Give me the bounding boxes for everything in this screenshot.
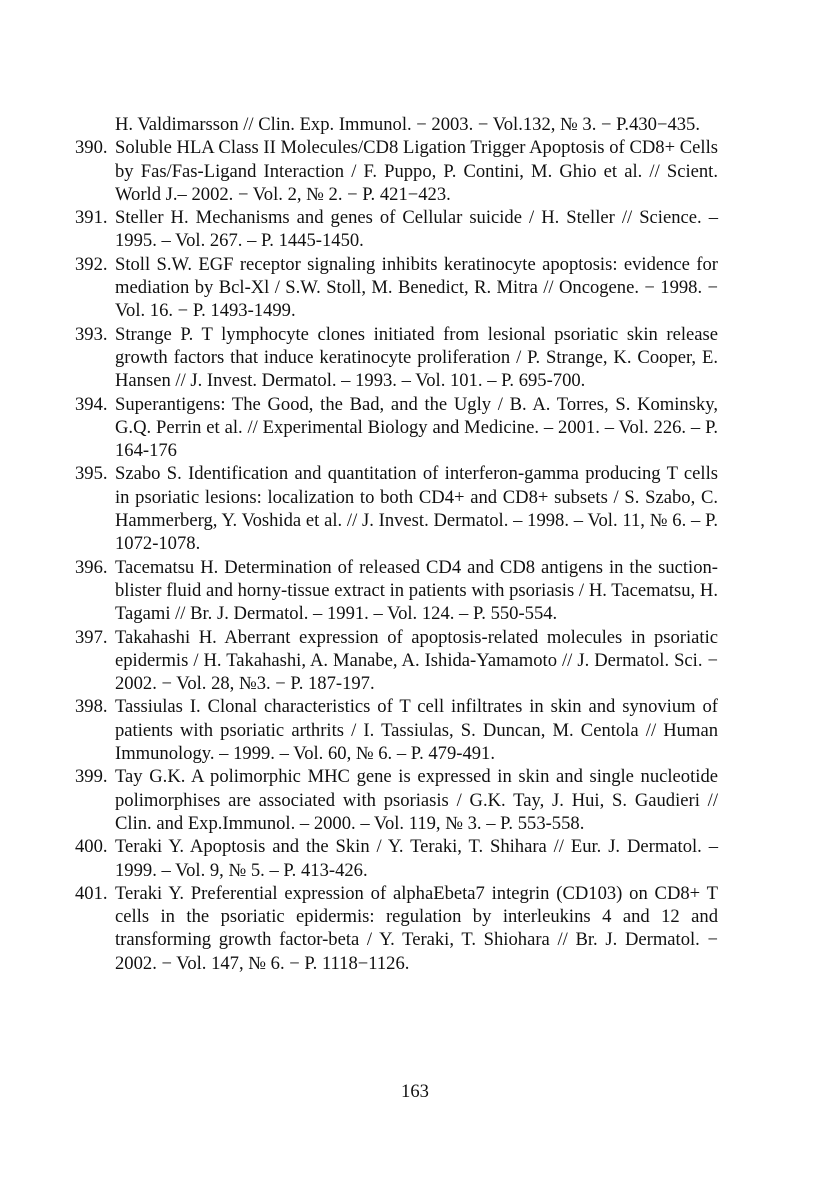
reference-text: Strange P. T lymphocyte clones initiated from lesional psoriatic skin release growth factors that induce keratinocyte proliferation / P. Strange, K. Cooper, E. Hansen // J. Invest. Dermatol. – 1993. – Vol. 101. – P. 695-700. [115, 323, 718, 392]
reference-item [75, 765, 718, 835]
reference-number: 391. [75, 207, 108, 229]
reference-item [75, 253, 718, 323]
reference-text: Stoll S.W. EGF receptor signaling inhibits keratinocyte apoptosis: evidence for mediation by Bcl-Xl / S.W. Stoll, M. Benedict, R. Mitra // Oncogene. − 1998. − Vol. 16. − P. 1493-1499. [115, 253, 718, 322]
reference-item [75, 695, 718, 765]
reference-number: 396. [75, 556, 108, 578]
reference-number: 399. [75, 766, 108, 788]
reference-item [75, 393, 718, 463]
reference-number: 393. [75, 323, 108, 345]
reference-item [75, 323, 718, 393]
reference-text: Szabo S. Identification and quantitation of interferon-gamma producing T cells in psoriatic lesions: localization to both CD4+ and CD8+ subsets / S. Szabo, C. Hammerberg, Y. Voshida et al. // J. Invest. Dermatol. – 1998. – Vol. 11, № 6. – P. 1072-1078. [115, 463, 718, 555]
reference-number: 398. [75, 696, 108, 718]
reference-number: 400. [75, 836, 108, 858]
reference-text: Tay G.K. A polimorphic MHC gene is expressed in skin and single nucleotide polimorphises are associated with psoriasis / G.K. Tay, J. Hui, S. Gaudieri // Clin. and Exp.Immunol. – 2000. – Vol. 119, № 3. – P. 553-558. [115, 766, 718, 834]
reference-item [75, 882, 718, 975]
reference-text: Tacematsu H. Determination of released CD4 and CD8 antigens in the suction-blister fluid and horny-tissue extract in patients with psoriasis / H. Tacematsu, H. Tagami // Br. J. Dermatol. – 1991. – Vol. 124. – P. 550-554. [115, 556, 718, 625]
reference-item [75, 206, 718, 253]
reference-number: 397. [75, 626, 108, 648]
reference-number: 392. [75, 253, 108, 275]
reference-list [75, 113, 718, 975]
reference-number: 390. [75, 137, 108, 159]
reference-item [75, 113, 718, 136]
reference-item [75, 626, 718, 696]
page-number: 163 [401, 1081, 429, 1102]
reference-text: Superantigens: The Good, the Bad, and the Ugly / B. A. Torres, S. Kominsky, G.Q. Perrin et al. // Experimental Biology and Medicine. – 2001. – Vol. 226. – P. 164-176 [115, 393, 718, 462]
reference-text: Soluble HLA Class II Molecules/CD8 Ligation Trigger Apoptosis of CD8+ Cells by Fas/Fas-Ligand Interaction / F. Puppo, P. Contini, M. Ghio et al. // Scient. World J.– 2002. − Vol. 2, № 2. − P. 421−423. [115, 137, 718, 205]
reference-number: 394. [75, 393, 108, 415]
reference-text: Steller H. Mechanisms and genes of Cellular suicide / H. Steller // Science. – 1995. – Vol. 267. – P. 1445-1450. [115, 207, 718, 252]
reference-number: 401. [75, 882, 108, 904]
reference-text: H. Valdimarsson // Clin. Exp. Immunol. − 2003. − Vol.132, № 3. − P.430−435. [115, 114, 700, 135]
reference-text: Tassiulas I. Clonal characteristics of T cell infiltrates in skin and synovium of patients with psoriatic arthrits / I. Tassiulas, S. Duncan, M. Centola // Human Immunology. – 1999. – Vol. 60, № 6. – P. 479-491. [115, 696, 718, 765]
reference-text: Teraki Y. Preferential expression of alphaEbeta7 integrin (CD103) on CD8+ T cells in the psoriatic epidermis: regulation by interleukins 4 and 12 and transforming growth factor-beta / Y. Teraki, T. Shiohara // Br. J. Dermatol. − 2002. − Vol. 147, № 6. − P. 1118−1126. [115, 882, 718, 974]
reference-item [75, 835, 718, 882]
reference-text: Teraki Y. Apoptosis and the Skin / Y. Teraki, T. Shihara // Eur. J. Dermatol. – 1999. – Vol. 9, № 5. – P. 413-426. [115, 836, 718, 881]
reference-item [75, 136, 718, 206]
reference-text: Takahashi H. Aberrant expression of apoptosis-related molecules in psoriatic epidermis / H. Takahashi, A. Manabe, A. Ishida-Yamamoto // J. Dermatol. Sci. − 2002. − Vol. 28, №3. − P. 187-197. [115, 626, 718, 695]
reference-item [75, 462, 718, 555]
reference-number: 395. [75, 463, 108, 485]
reference-item [75, 556, 718, 626]
